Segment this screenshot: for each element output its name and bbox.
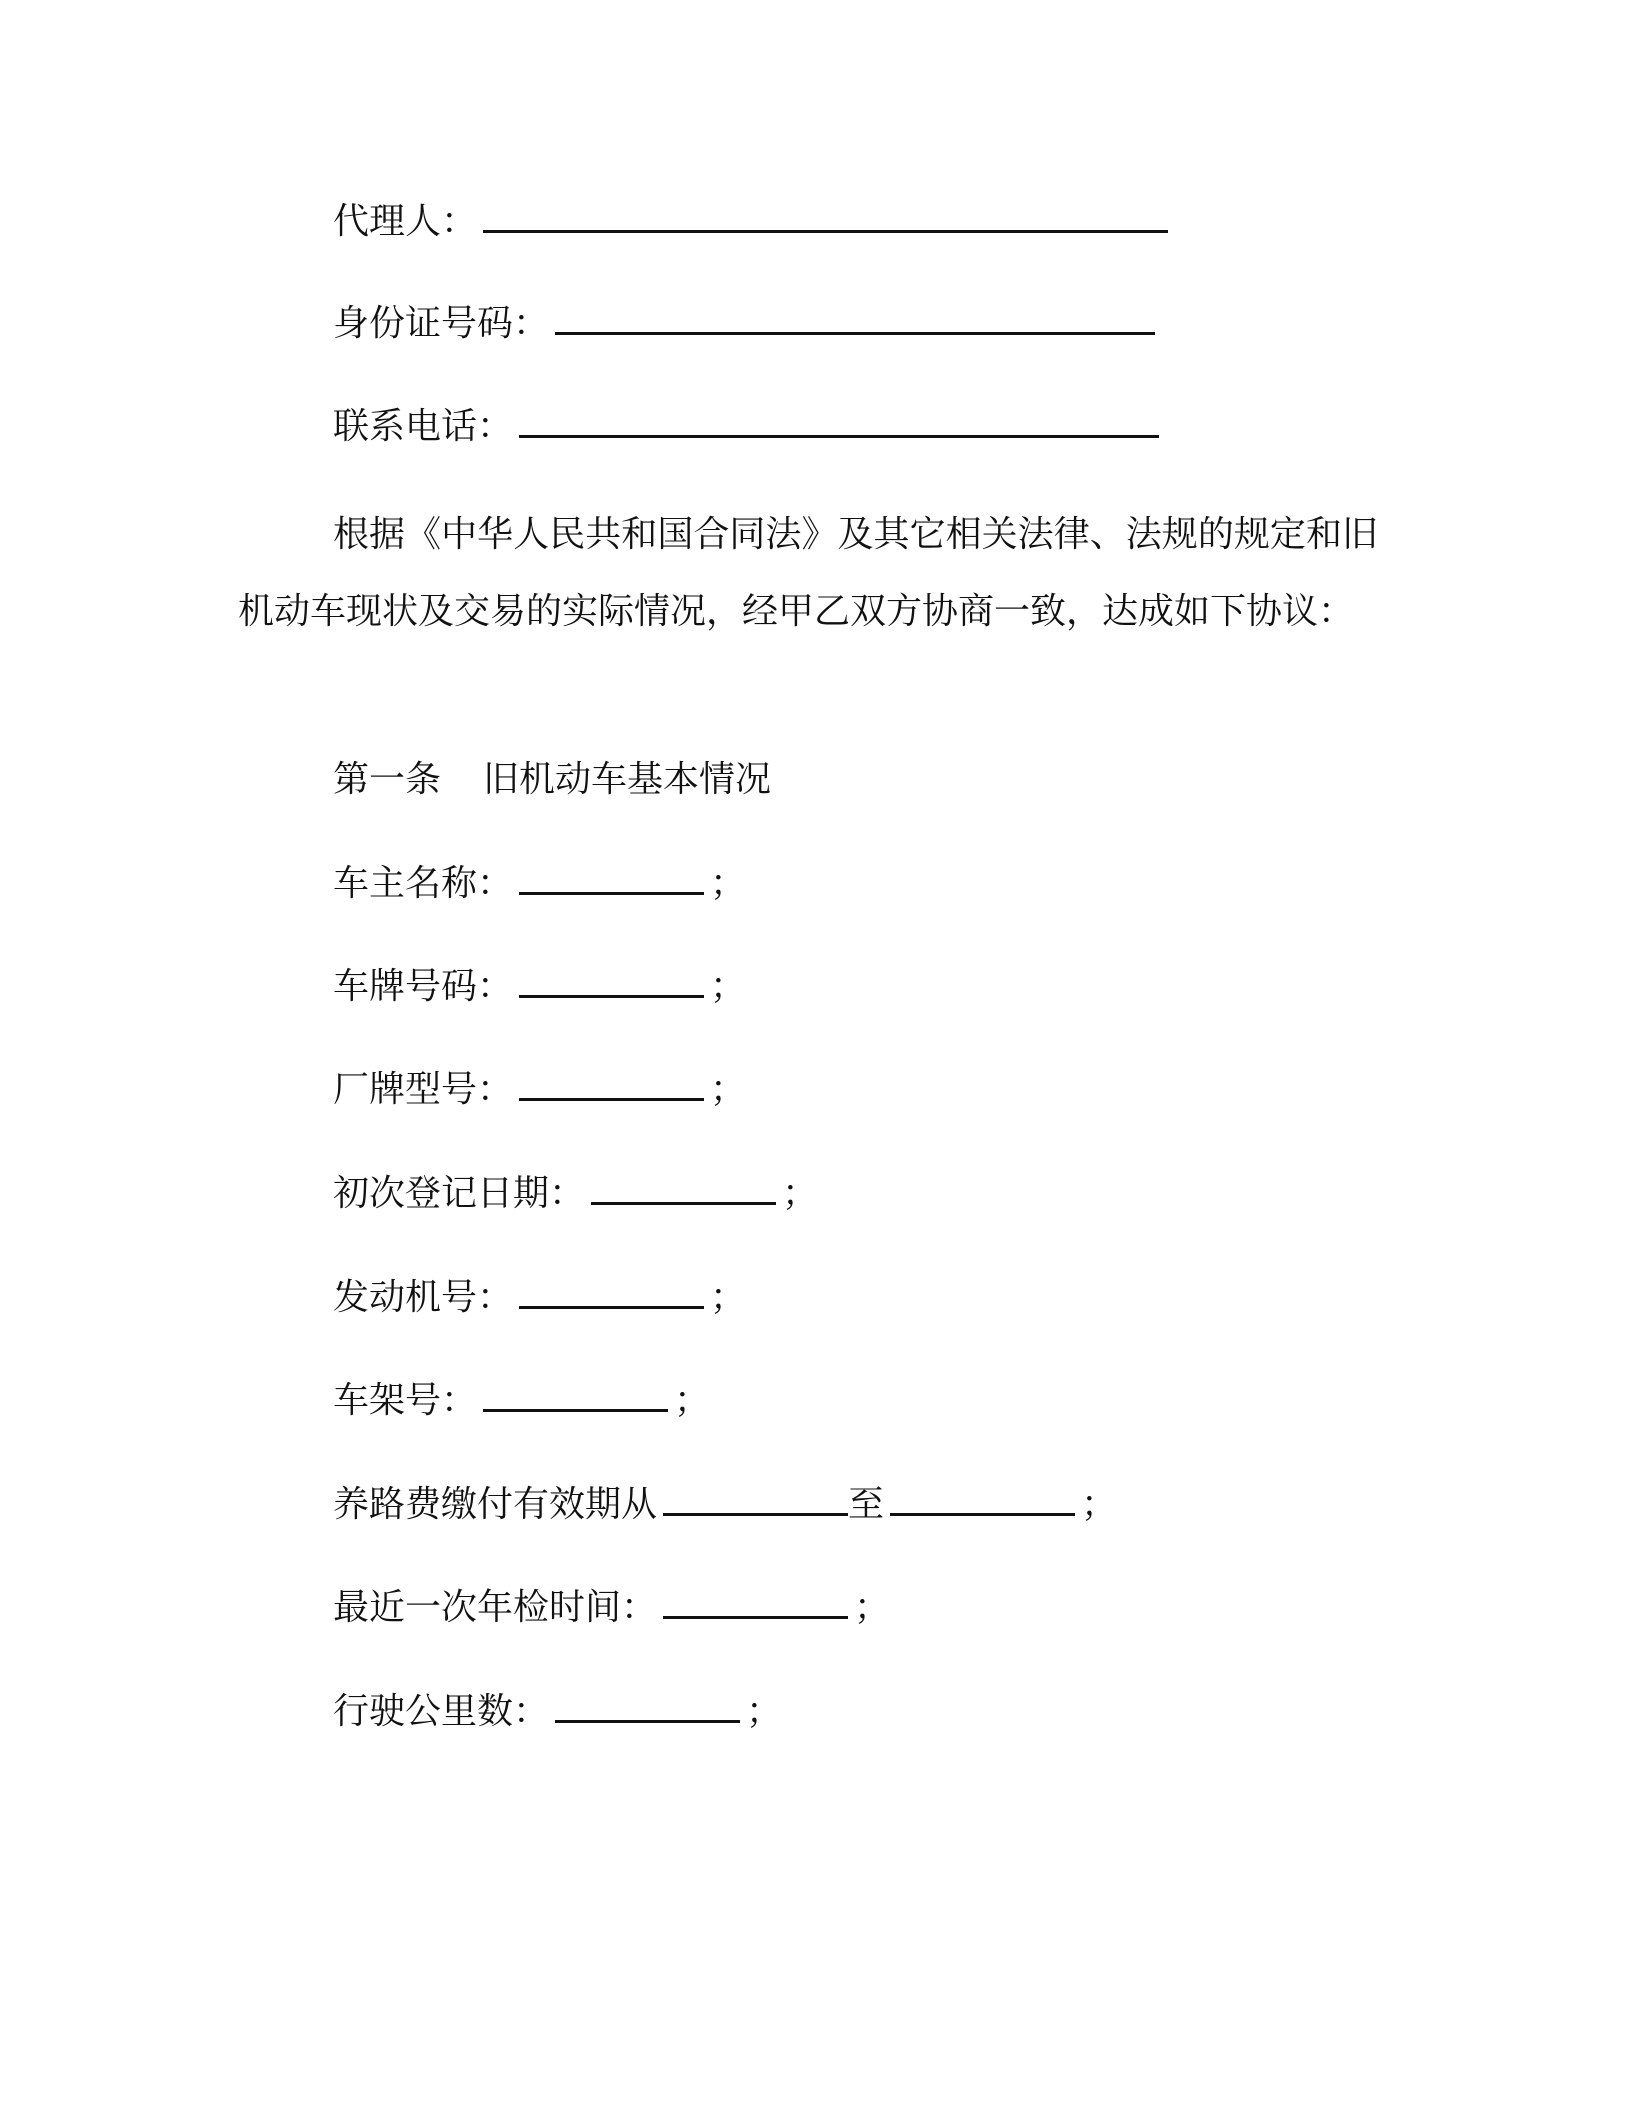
agent-label: 代理人：	[333, 201, 478, 242]
owner-name-row	[333, 862, 746, 906]
brand-model-row	[333, 1068, 746, 1112]
frame-number-row	[333, 1379, 710, 1423]
road-fee-from-blank[interactable]	[663, 1483, 848, 1516]
mileage-blank[interactable]	[555, 1690, 740, 1723]
article-number: 第一条	[333, 759, 442, 800]
road-fee-to-blank[interactable]	[890, 1483, 1075, 1516]
semicolon: ；	[710, 966, 747, 1007]
semicolon: ；	[782, 1173, 819, 1214]
mileage-row	[333, 1690, 782, 1734]
agent-blank[interactable]	[483, 200, 1168, 233]
agent-field-row	[333, 200, 1168, 244]
road-fee-label: 养路费缴付有效期从	[333, 1484, 658, 1525]
engine-number-row	[333, 1276, 746, 1320]
article-1-heading	[333, 758, 771, 802]
owner-name-label: 车主名称：	[333, 863, 514, 904]
last-inspection-blank[interactable]	[663, 1586, 848, 1619]
id-number-blank[interactable]	[555, 302, 1155, 335]
engine-number-blank[interactable]	[519, 1276, 704, 1309]
semicolon: ；	[746, 1691, 783, 1732]
plate-number-label: 车牌号码：	[333, 966, 514, 1007]
semicolon: ；	[710, 863, 747, 904]
id-number-label: 身份证号码：	[333, 303, 550, 344]
phone-blank[interactable]	[519, 405, 1159, 438]
semicolon: ；	[710, 1277, 747, 1318]
phone-label: 联系电话：	[333, 406, 514, 447]
semicolon: ；	[854, 1587, 891, 1628]
engine-number-label: 发动机号：	[333, 1277, 514, 1318]
first-registration-label: 初次登记日期：	[333, 1173, 586, 1214]
road-fee-to-label: 至	[848, 1484, 885, 1525]
intro-paragraph: 根据《中华人民共和国合同法》及其它相关法律、法规的规定和旧机动车现状及交易的实际情况，经甲乙双方协商一致，达成如下协议：	[238, 514, 1378, 632]
id-number-field-row	[333, 302, 1155, 346]
last-inspection-row	[333, 1586, 890, 1630]
owner-name-blank[interactable]	[519, 862, 704, 895]
plate-number-row	[333, 965, 746, 1009]
first-registration-blank[interactable]	[591, 1172, 776, 1205]
article-title: 旧机动车基本情况	[483, 759, 772, 800]
semicolon: ；	[1081, 1484, 1118, 1525]
first-registration-row	[333, 1172, 818, 1216]
semicolon: ；	[674, 1380, 711, 1421]
brand-model-blank[interactable]	[519, 1068, 704, 1101]
brand-model-label: 厂牌型号：	[333, 1069, 514, 1110]
phone-field-row	[333, 405, 1159, 449]
semicolon: ；	[710, 1069, 747, 1110]
frame-number-label: 车架号：	[333, 1380, 478, 1421]
mileage-label: 行驶公里数：	[333, 1691, 550, 1732]
plate-number-blank[interactable]	[519, 965, 704, 998]
road-fee-row	[333, 1483, 1117, 1527]
frame-number-blank[interactable]	[483, 1379, 668, 1412]
last-inspection-label: 最近一次年检时间：	[333, 1587, 658, 1628]
